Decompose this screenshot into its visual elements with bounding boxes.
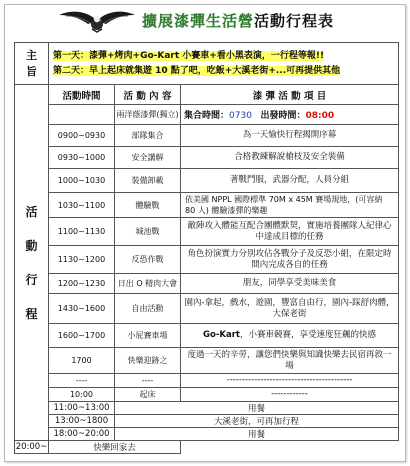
page-title (142, 10, 334, 31)
row-desc: 合格教練解說槍枝及安全裝備 (181, 147, 399, 169)
table-row (15, 147, 399, 169)
row-desc: 度過一天的辛勞，讓您們快樂與知識快樂去民宿再敘一場 (181, 348, 399, 374)
row-desc: ----------------------------------------- (181, 374, 399, 388)
table-row (15, 388, 399, 402)
goal-row (15, 43, 399, 85)
side-label-char: 程 (25, 306, 38, 321)
gokart-label: Go-Kart (203, 330, 240, 340)
tail-row (15, 402, 399, 415)
row-content: 小屁賽車場 (115, 324, 181, 348)
gather-label: 集合時間： (184, 111, 230, 121)
schedule-table (14, 42, 399, 454)
tail-time: 20:00~ (15, 442, 48, 452)
row-time: 1430~1600 (49, 294, 115, 324)
side-label-char: 活 (25, 204, 38, 219)
row-time: 1100~1130 (49, 218, 115, 246)
side-label-char: 動 (25, 238, 38, 253)
row-desc: 著戰鬥服，武器分配，人員分組 (181, 169, 399, 193)
table-row (15, 324, 399, 348)
tail-row (15, 415, 399, 428)
table-row (15, 169, 399, 193)
row-time: 1700 (49, 348, 115, 374)
goal-text (49, 43, 399, 85)
eagle-logo-icon (58, 7, 136, 33)
goal-day2: 第二天：早上起床就集遊 10 點了吧，吃飯+大溪老街+...可再提供其他 (53, 65, 341, 76)
table-row (15, 218, 399, 246)
row-time: 0930~1000 (49, 147, 115, 169)
row-desc: ------------ (181, 388, 399, 402)
tail-desc: 大溪老街，可再加行程 (115, 415, 399, 428)
gather-time-cell (49, 105, 115, 125)
title-highlight: 擴展漆彈生活營 (142, 12, 255, 30)
row-desc: 角色扮演實力分別攻佔各戰分子及反恐小組，在限定時間內完成各自的任務 (181, 246, 399, 274)
row-time: 1130~1200 (49, 246, 115, 274)
row-time: ---- (49, 374, 115, 388)
row-content: 起床 (115, 388, 181, 402)
row-desc: 敵陣攻入體能互配合團體默契，實施培養團隊人紀律心中達成目標的任務 (181, 218, 399, 246)
table-row (15, 125, 399, 147)
table-row (15, 246, 399, 274)
row-content: 體驗戰 (115, 193, 181, 218)
row-content: 自由活動 (115, 294, 181, 324)
row-content: ---- (115, 374, 181, 388)
row-desc: 園內-拿起，戲水，遊園，豐富自由行，園內-踩舒肉體，大保老街 (181, 294, 399, 324)
tail-row (15, 428, 399, 441)
row-desc (181, 324, 399, 348)
row-content: 安全講解 (115, 147, 181, 169)
row-content: 快樂迎跡之 (115, 348, 181, 374)
col-header-time: 活動時間 (49, 85, 115, 105)
row-content: 裝備卸載 (115, 169, 181, 193)
goal-label-top: 主 (26, 48, 37, 62)
row-content: 日出 O 精肉大會 (115, 274, 181, 294)
row-time: 1200~1230 (49, 274, 115, 294)
table-row (15, 274, 399, 294)
header-row (15, 85, 399, 105)
row-time: 10:00 (49, 388, 115, 402)
table-row (15, 294, 399, 324)
tail-time: 18:00~20:00 (49, 428, 115, 441)
row-desc: 朋友，同學享受美味美食 (181, 274, 399, 294)
schedule-side-label (15, 85, 49, 441)
row-time: 0900~0930 (49, 125, 115, 147)
depart-label: 出發時間： (260, 111, 306, 121)
table-row (15, 348, 399, 374)
goal-label (15, 43, 49, 85)
side-label-char: 行 (25, 272, 38, 287)
table-row (15, 193, 399, 218)
row-desc: 依美國 NPPL 國際標準 70M x 45M 賽場規地，(可容納 80 人) 體驗漆彈的樂趣 (181, 193, 399, 218)
row-content: 城池戰 (115, 218, 181, 246)
row-time: 1600~1700 (49, 324, 115, 348)
document-header (58, 7, 358, 35)
tail-desc: 用餐 (115, 428, 399, 441)
tail-row (15, 441, 399, 454)
gather-row (15, 105, 399, 125)
title-rest: 活動行程表 (254, 12, 335, 30)
col-header-content: 活 動 內 容 (115, 85, 181, 105)
row-time: 1000~1030 (49, 169, 115, 193)
tail-desc: 用餐 (115, 402, 399, 415)
tail-time: 11:00~13:00 (49, 402, 115, 415)
gather-info (181, 105, 399, 125)
table-row (15, 374, 399, 388)
row-time: 1030~1100 (49, 193, 115, 218)
tail-time: 13:00~1800 (49, 415, 115, 428)
row-content: 部隊集合 (115, 125, 181, 147)
goal-label-bottom: 旨 (26, 64, 37, 78)
tail-desc: 快樂回家去 (49, 441, 181, 454)
goal-day1: 第一天：漆彈+烤肉+Go-Kart 小賽車+看小黑表演，一行程等報!! (53, 50, 325, 61)
depart-time: 08:00 (305, 111, 335, 121)
row-desc-text: ，小賽車競賽，享受速度狂飆的快感 (239, 330, 376, 340)
col-header-items: 漆 彈 活 動 項 目 (181, 85, 399, 105)
gather-time: 0730 (229, 111, 252, 121)
row-content: 反恐作戰 (115, 246, 181, 274)
gather-content: 兩洋蔭漆彈(獨立) (115, 105, 181, 125)
row-desc: 為一天愉快行程揭開序幕 (181, 125, 399, 147)
